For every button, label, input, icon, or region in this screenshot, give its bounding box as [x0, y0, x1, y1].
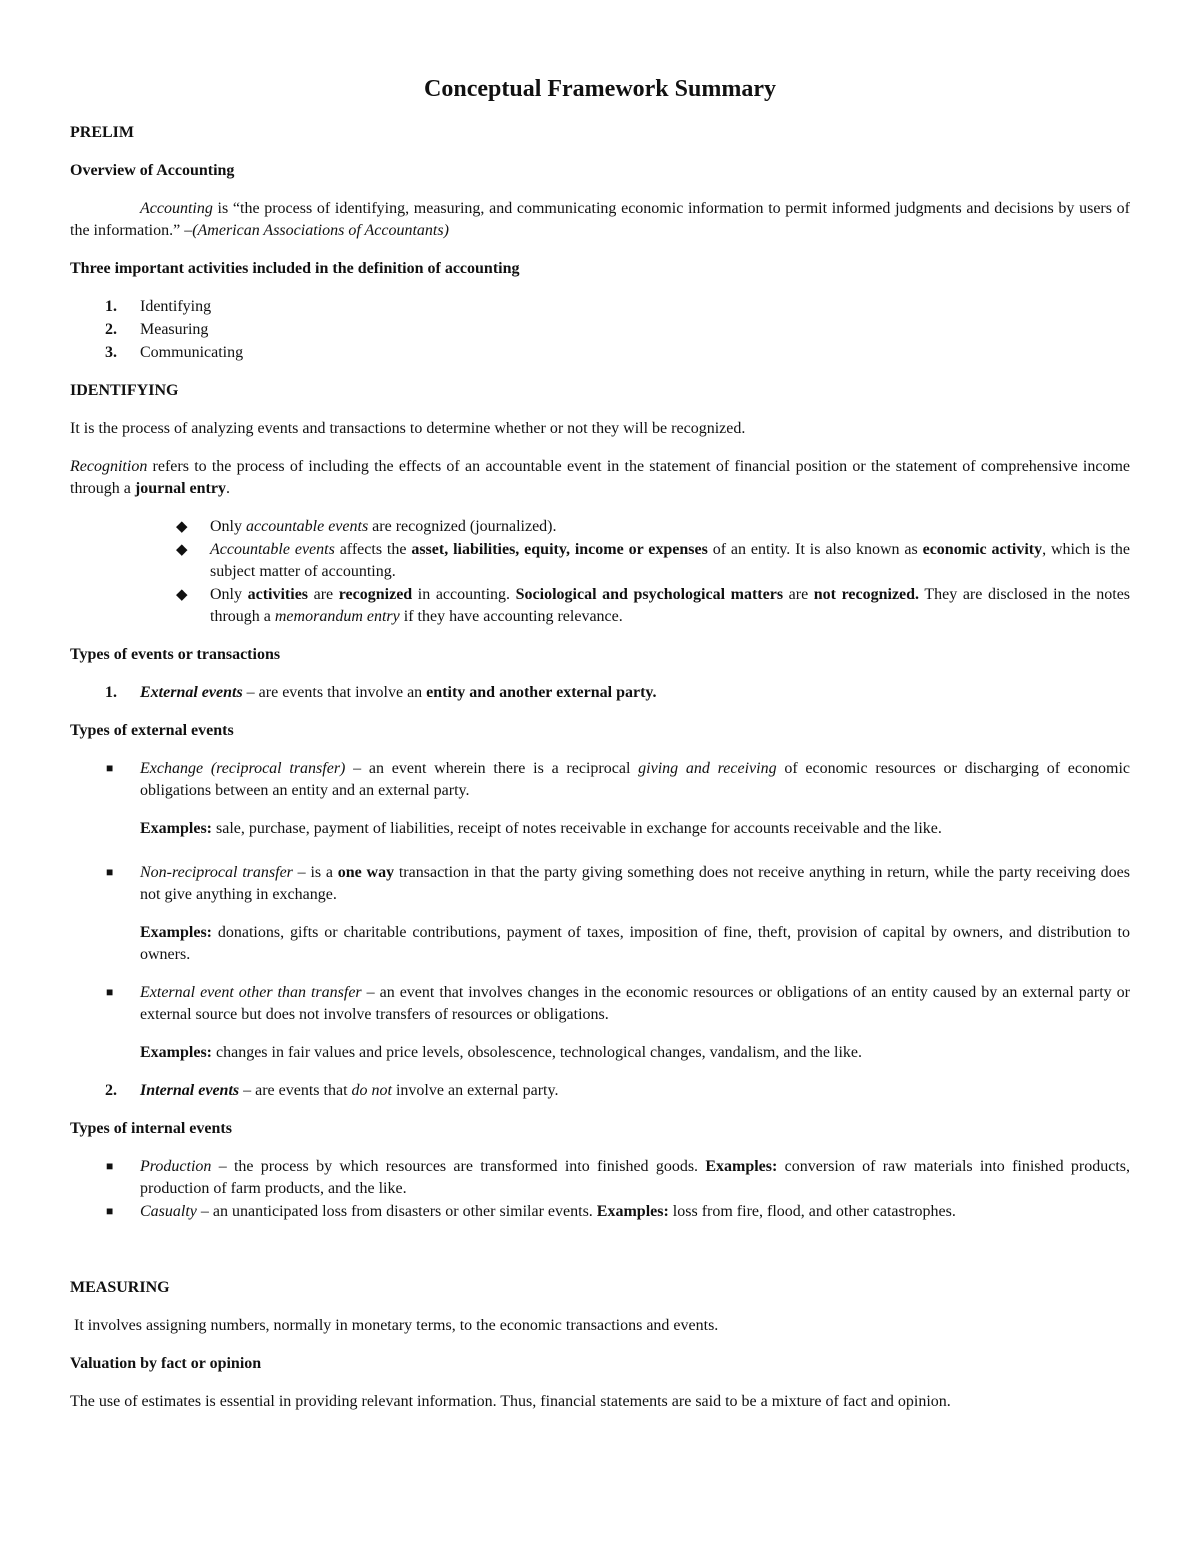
examples-label: Examples:	[705, 1158, 778, 1175]
text: involve an external party.	[391, 1082, 559, 1099]
text: , which is the subject matter of accounting.	[210, 541, 1131, 580]
diamond-bullet-icon: ◆	[176, 542, 188, 558]
definition-term: Accounting	[140, 200, 213, 217]
internal-types-list	[70, 1156, 1130, 1223]
text: conversion of raw materials into finished products, production of farm products, and the like.	[140, 1158, 1130, 1197]
recognition-paragraph	[70, 456, 1130, 500]
square-bullet-icon: ■	[106, 985, 114, 999]
internal-events-item	[70, 1080, 1130, 1102]
square-bullet-icon: ■	[106, 865, 114, 879]
list-number: 3.	[105, 344, 117, 361]
text: not recognized.	[813, 586, 920, 603]
activities-list	[70, 296, 1130, 364]
types-heading: Types of events or transactions	[70, 646, 281, 663]
text: recognized	[338, 586, 413, 603]
text: one way	[337, 864, 395, 881]
nonreciprocal-examples	[70, 922, 1130, 966]
text: – is a	[292, 864, 338, 881]
valuation-text: The use of estimates is essential in providing relevant information. Thus, financial statements are said to be a mixture of fact and opinion.	[70, 1393, 951, 1410]
list-item	[70, 758, 1130, 802]
examples-label: Examples:	[140, 1044, 212, 1061]
list-number: 1.	[105, 298, 117, 315]
valuation-heading: Valuation by fact or opinion	[70, 1355, 262, 1372]
list-number: 1.	[105, 684, 117, 701]
recognition-text: refers to the process of including the effects of an accountable event in the statement of financial position or the statement of comprehensive income through a	[70, 458, 1130, 497]
text: memorandum entry	[274, 608, 400, 625]
diamond-bullet-icon: ◆	[176, 519, 188, 535]
text: accountable events	[246, 518, 369, 535]
text: Accountable events	[210, 541, 335, 558]
text: loss from fire, flood, and other catastrophes.	[668, 1203, 956, 1220]
text: – are events that involve an	[242, 684, 427, 701]
list-item	[70, 1201, 1130, 1223]
list-item	[70, 584, 1130, 628]
other-event-examples	[70, 1042, 1130, 1064]
page-title: Conceptual Framework Summary	[424, 76, 776, 102]
overview-heading: Overview of Accounting	[70, 162, 235, 179]
list-item	[70, 319, 1130, 341]
types-external-heading: Types of external events	[70, 722, 234, 739]
list-item-label: Identifying	[140, 298, 212, 315]
text: activities	[247, 586, 309, 603]
exchange-item	[70, 758, 1130, 802]
accounting-definition	[70, 198, 1130, 242]
text: giving and receiving	[638, 760, 777, 777]
list-item	[70, 1156, 1130, 1200]
text: – an event wherein there is a reciprocal	[345, 760, 639, 777]
text: Sociological and psychological matters	[515, 586, 784, 603]
list-item	[70, 982, 1130, 1026]
section-prelim-heading: PRELIM	[70, 124, 134, 141]
diamond-bullet-icon: ◆	[176, 587, 188, 603]
text: They are disclosed in the notes through a	[210, 586, 1131, 625]
text: – are events that	[239, 1082, 352, 1099]
external-events-term: External events	[140, 684, 243, 701]
list-number: 2.	[105, 321, 117, 338]
measuring-heading: MEASURING	[70, 1279, 170, 1296]
types-internal-heading: Types of internal events	[70, 1120, 232, 1137]
list-item	[70, 862, 1130, 906]
list-item-label: Communicating	[140, 344, 244, 361]
internal-events-term: Internal events	[140, 1082, 240, 1099]
text: of economic resources or discharging of economic obligations between an entity and an external party.	[140, 760, 1130, 799]
text: – the process by which resources are transformed into finished goods.	[211, 1158, 706, 1175]
examples-label: Examples:	[596, 1203, 669, 1220]
text: Casualty	[140, 1203, 197, 1220]
text: are	[783, 586, 814, 603]
list-item	[70, 539, 1130, 583]
text: changes in fair values and price levels, obsolescence, technological changes, vandalism, and the like.	[212, 1044, 862, 1061]
exchange-examples	[70, 818, 1130, 840]
identifying-heading: IDENTIFYING	[70, 382, 179, 399]
examples-label: Examples:	[140, 924, 212, 941]
text: Production	[140, 1158, 212, 1175]
text: in accounting.	[412, 586, 516, 603]
list-item	[70, 296, 1130, 318]
square-bullet-icon: ■	[106, 761, 114, 775]
text: transaction in that the party giving something does not receive anything in return, while the party receiving does not give anything in exchange.	[140, 864, 1130, 903]
list-item-label: Measuring	[140, 321, 209, 338]
activities-heading: Three important activities included in the definition of accounting	[70, 260, 520, 277]
text: Only	[210, 586, 248, 603]
text: donations, gifts or charitable contributions, payment of taxes, imposition of fine, theft, provision of capital by owners, and distribution to owners.	[140, 924, 1130, 963]
measuring-intro: It involves assigning numbers, normally in monetary terms, to the economic transactions and events.	[74, 1317, 719, 1334]
other-event-item	[70, 982, 1130, 1026]
text: are	[308, 586, 339, 603]
list-item	[70, 682, 1130, 704]
external-events-item	[70, 682, 1130, 704]
nonreciprocal-item	[70, 862, 1130, 906]
recognition-end: .	[225, 480, 230, 497]
text: of an entity. It is also known as	[707, 541, 923, 558]
square-bullet-icon: ■	[106, 1159, 114, 1173]
list-item	[70, 342, 1130, 364]
definition-text: is “the process of identifying, measuring, and communicating economic information to permit informed judgments and decisions by users of the information.” –	[70, 200, 1130, 239]
list-number: 2.	[105, 1082, 117, 1099]
text: affects the	[334, 541, 412, 558]
recognition-bullets	[70, 516, 1130, 628]
text: Non-reciprocal transfer	[140, 864, 293, 881]
examples-label: Examples:	[140, 820, 212, 837]
square-bullet-icon: ■	[106, 1204, 114, 1218]
text: if they have accounting relevance.	[399, 608, 623, 625]
spacer	[70, 1239, 1130, 1277]
recognition-term: Recognition	[70, 458, 148, 475]
text: are recognized (journalized).	[368, 518, 557, 535]
text: – an event that involves changes in the economic resources or obligations of an entity caused by an external party or external source but does not involve transfers of resources or obligations.	[140, 984, 1130, 1023]
text: entity and another external party.	[426, 684, 657, 701]
text: – an unanticipated loss from disasters or other similar events.	[196, 1203, 597, 1220]
text: sale, purchase, payment of liabilities, receipt of notes receivable in exchange for accounts receivable and the like.	[212, 820, 942, 837]
list-item	[70, 1080, 1130, 1102]
text: asset, liabilities, equity, income or expenses	[411, 541, 708, 558]
list-item	[70, 516, 1130, 538]
text: do not	[351, 1082, 392, 1099]
journal-entry-term: journal entry	[134, 480, 226, 497]
text: Exchange (reciprocal transfer)	[140, 760, 346, 777]
text: economic activity	[922, 541, 1043, 558]
text: Only	[210, 518, 246, 535]
document-page	[70, 70, 1130, 1429]
text: External event other than transfer	[140, 984, 362, 1001]
identifying-intro: It is the process of analyzing events and transactions to determine whether or not they will be recognized.	[70, 420, 746, 437]
definition-source: (American Associations of Accountants)	[192, 222, 449, 239]
